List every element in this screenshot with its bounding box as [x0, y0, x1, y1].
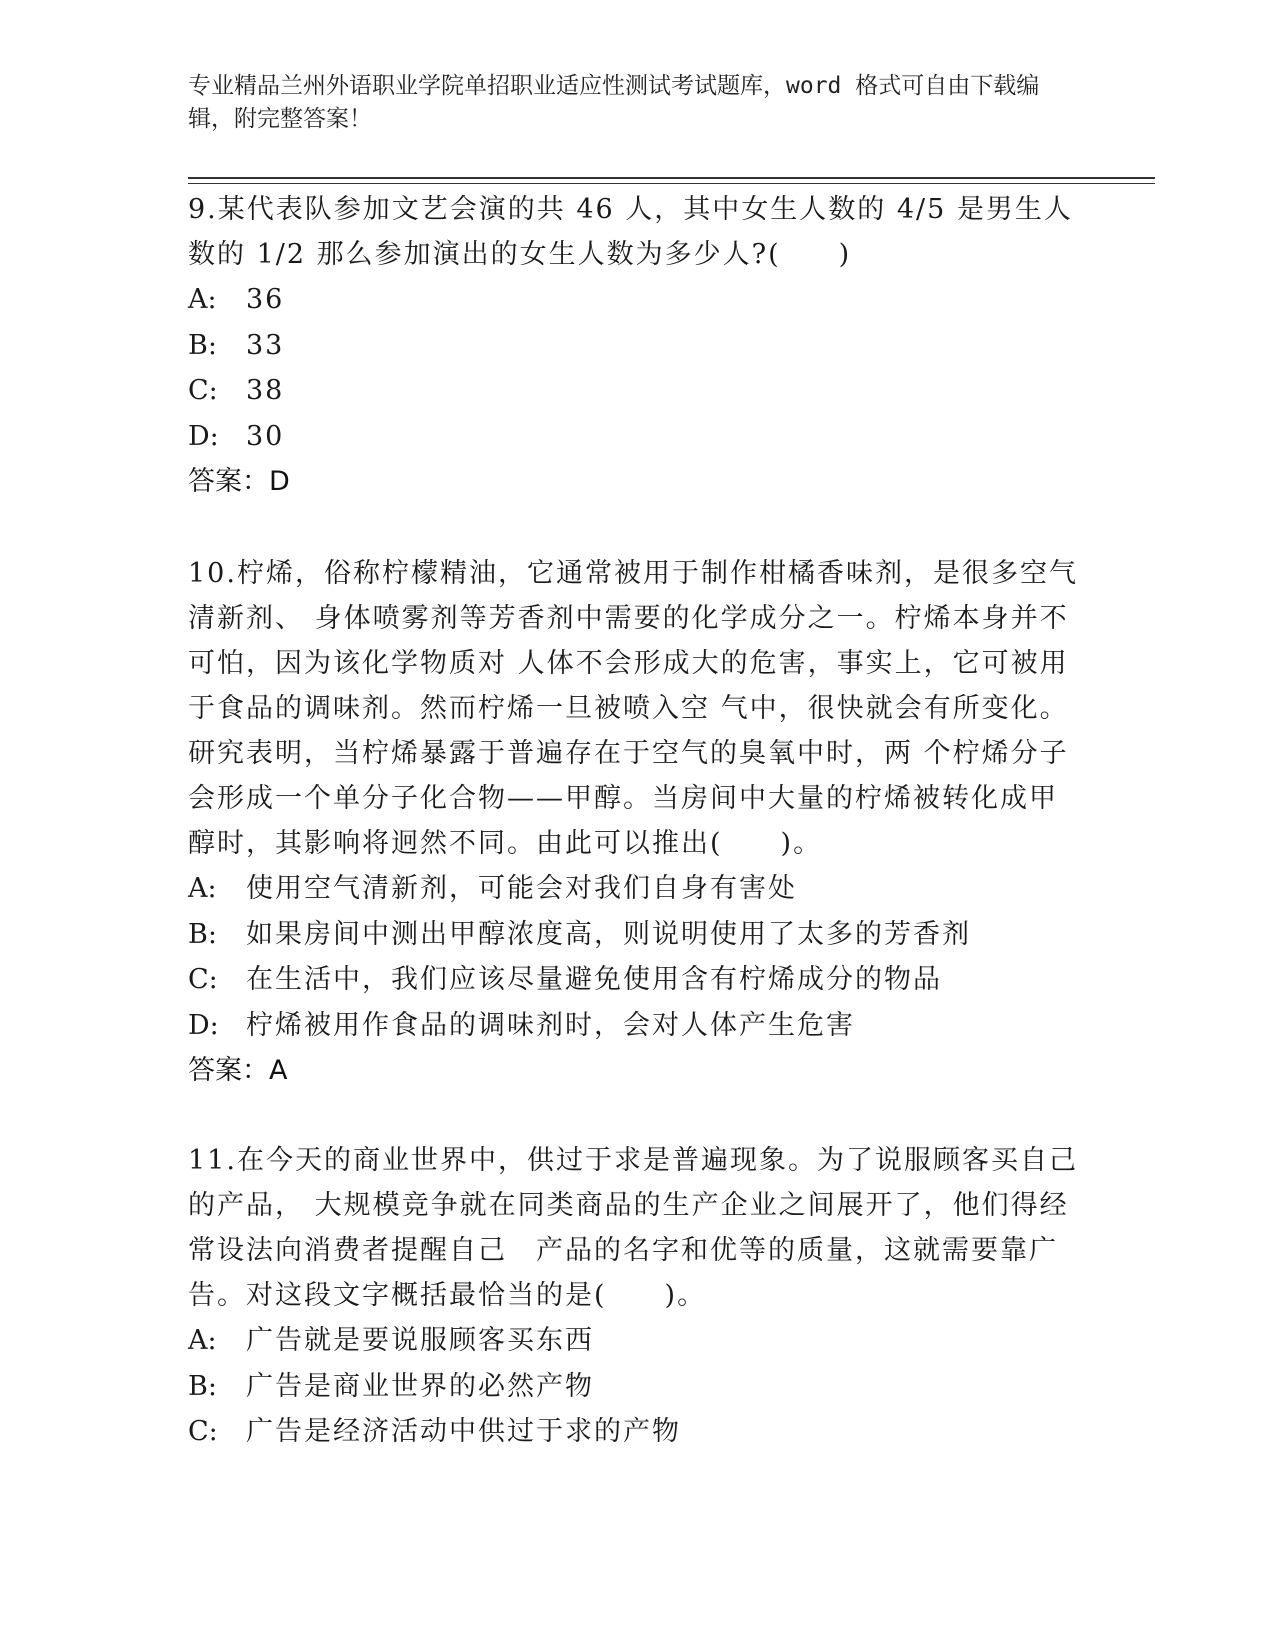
option-a [188, 277, 1078, 323]
option-text: 33 [246, 329, 285, 361]
option-letter: B: [188, 918, 217, 950]
option-letter: D: [188, 420, 219, 452]
option-a [188, 866, 1078, 912]
option-d [188, 1003, 1078, 1049]
option-text: 30 [246, 420, 285, 452]
option-letter: C: [188, 1416, 218, 1447]
option-b [188, 912, 1078, 958]
answer-line: 答案：A [188, 1055, 288, 1086]
option-b [188, 1364, 1078, 1410]
option-letter: A: [188, 1325, 217, 1356]
question-stem: 11.在今天的商业世界中，供过于求是普遍现象。为了说服顾客买自己的产品， 大规模竞争就在同类商品的生产企业之间展开了，他们得经常设法向消费者提醒自己 产品的名字和优等的质量，这就需要靠广告。对这段文字概括最恰当的是( )。 [188, 1145, 1078, 1311]
question-9 [188, 187, 1078, 504]
option-text: 广告就是要说服顾客买东西 [246, 1325, 594, 1356]
question-10 [188, 551, 1078, 1093]
option-text: 使用空气清新剂，可能会对我们自身有害处 [246, 873, 797, 904]
option-text: 36 [246, 284, 285, 315]
option-letter: D: [188, 1009, 219, 1041]
option-d [188, 414, 1078, 460]
question-11 [188, 1138, 1078, 1455]
header-divider-thick [188, 177, 1155, 179]
option-text: 如果房间中测出甲醇浓度高，则说明使用了太多的芳香剂 [246, 918, 971, 950]
option-letter: B: [188, 329, 217, 361]
option-c [188, 1409, 1078, 1455]
option-text: 38 [246, 375, 285, 406]
question-stem: 10.柠烯，俗称柠檬精油，它通常被用于制作柑橘香味剂，是很多空气清新剂、 身体喷雾剂等芳香剂中需要的化学成分之一。柠烯本身并不可怕，因为该化学物质对 人体不会形成大的危害，事实上，它可被用于食品的调味剂。然而柠烯一旦被喷入空 气中，很快就会有所变化。研究表明，当柠烯暴露于普遍存在于空气的臭氧中时，两 个柠烯分子会形成一个单分子化合物——甲醇。当房间中大量的柠烯被转化成甲醇时，其影响将迥然不同。由此可以推出( )。 [188, 558, 1078, 859]
header-text: 专业精品兰州外语职业学院单招职业适应性测试考试题库，word 格式可自由下载编辑，附完整答案！ [188, 73, 1040, 132]
option-text: 柠烯被用作食品的调味剂时，会对人体产生危害 [246, 1009, 855, 1041]
option-a [188, 1318, 1078, 1364]
header-divider-thin [188, 183, 1155, 184]
option-letter: A: [188, 284, 217, 315]
document-header [188, 70, 1078, 136]
option-b [188, 323, 1078, 369]
option-text: 广告是经济活动中供过于求的产物 [246, 1416, 681, 1447]
option-letter: C: [188, 375, 218, 406]
option-letter: B: [188, 1370, 217, 1402]
option-c [188, 368, 1078, 414]
option-text: 广告是商业世界的必然产物 [246, 1370, 594, 1402]
answer-line: 答案：D [188, 466, 290, 497]
option-c [188, 957, 1078, 1003]
option-text: 在生活中，我们应该尽量避免使用含有柠烯成分的物品 [246, 964, 942, 995]
option-letter: C: [188, 964, 218, 995]
option-letter: A: [188, 873, 217, 904]
question-stem: 9.某代表队参加文艺会演的共 46 人，其中女生人数的 4/5 是男生人数的 1/2 那么参加演出的女生人数为多少人?( ) [188, 194, 1073, 270]
